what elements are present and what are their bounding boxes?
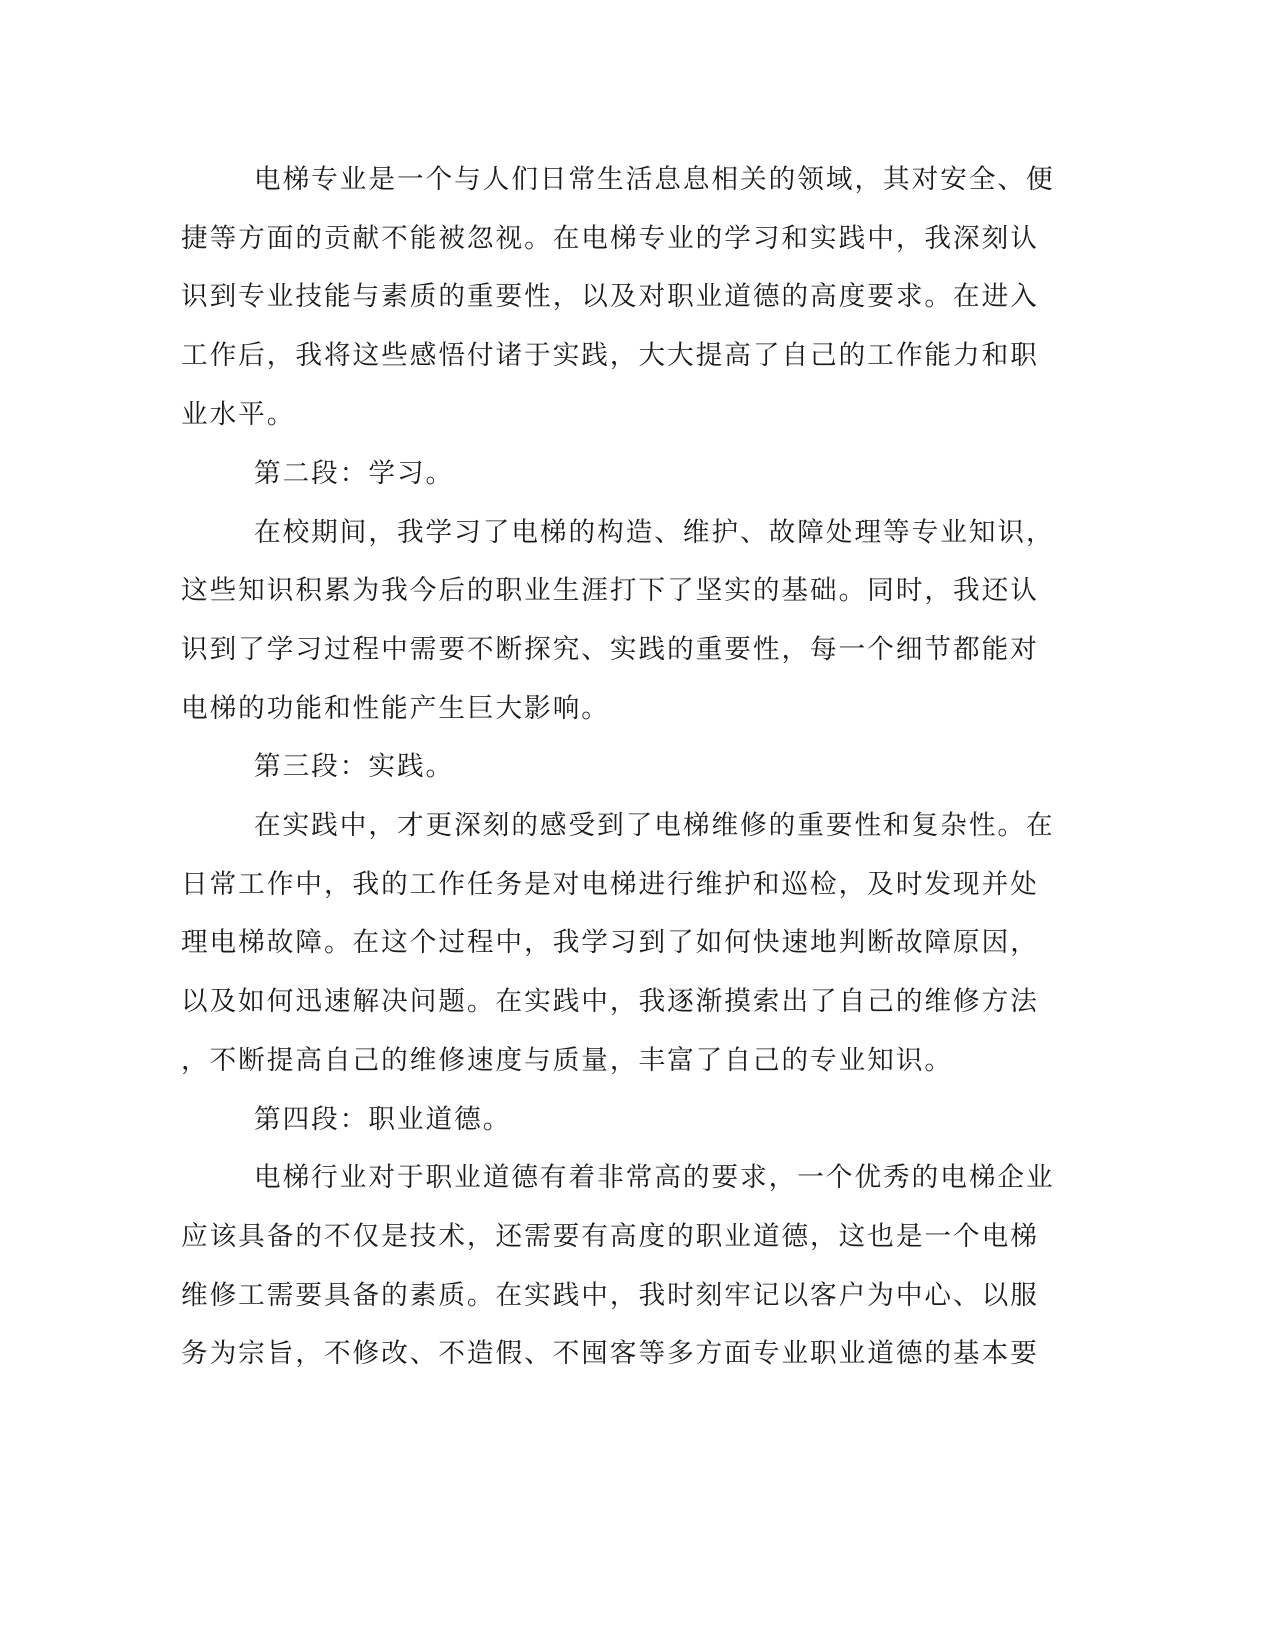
section-heading-study: 第二段：学习。 [254,458,455,489]
section-heading-ethics: 第四段：职业道德。 [254,1104,512,1135]
paragraph-1-line-1: 电梯专业是一个与人们日常生活息息相关的领域，其对安全、便 [254,164,1055,195]
paragraph-2-line-3: 识到了学习过程中需要不断探究、实践的重要性，每一个细节都能对 [181,634,1039,665]
paragraph-1-line-3: 识到专业技能与素质的重要性，以及对职业道德的高度要求。在进入 [181,281,1039,312]
paragraph-1-line-2: 捷等方面的贡献不能被忽视。在电梯专业的学习和实践中，我深刻认 [181,223,1039,254]
paragraph-3-line-2: 日常工作中，我的工作任务是对电梯进行维护和巡检，及时发现并处 [181,869,1039,900]
paragraph-4-line-1: 电梯行业对于职业道德有着非常高的要求，一个优秀的电梯企业 [254,1162,1055,1193]
paragraph-3-line-5: ，不断提高自己的维修速度与质量，丰富了自己的专业知识。 [181,1045,954,1076]
paragraph-2-line-2: 这些知识积累为我今后的职业生涯打下了坚实的基础。同时，我还认 [181,575,1039,606]
paragraph-2-line-1: 在校期间，我学习了电梯的构造、维护、故障处理等专业知识， [254,517,1055,548]
paragraph-4-line-3: 维修工需要具备的素质。在实践中，我时刻牢记以客户为中心、以服 [181,1280,1039,1311]
paragraph-1-line-4: 工作后，我将这些感悟付诸于实践，大大提高了自己的工作能力和职 [181,340,1039,371]
paragraph-4-line-4: 务为宗旨，不修改、不造假、不囤客等多方面专业职业道德的基本要 [181,1338,1039,1369]
paragraph-3-line-3: 理电梯故障。在这个过程中，我学习到了如何快速地判断故障原因， [181,927,1039,958]
paragraph-4-line-2: 应该具备的不仅是技术，还需要有高度的职业道德，这也是一个电梯 [181,1221,1039,1252]
paragraph-2-line-4: 电梯的功能和性能产生巨大影响。 [181,693,610,724]
paragraph-3-line-4: 以及如何迅速解决问题。在实践中，我逐渐摸索出了自己的维修方法 [181,986,1039,1017]
paragraph-1-line-5: 业水平。 [181,399,296,430]
section-heading-practice: 第三段：实践。 [254,751,455,782]
paragraph-3-line-1: 在实践中，才更深刻的感受到了电梯维修的重要性和复杂性。在 [254,810,1055,841]
